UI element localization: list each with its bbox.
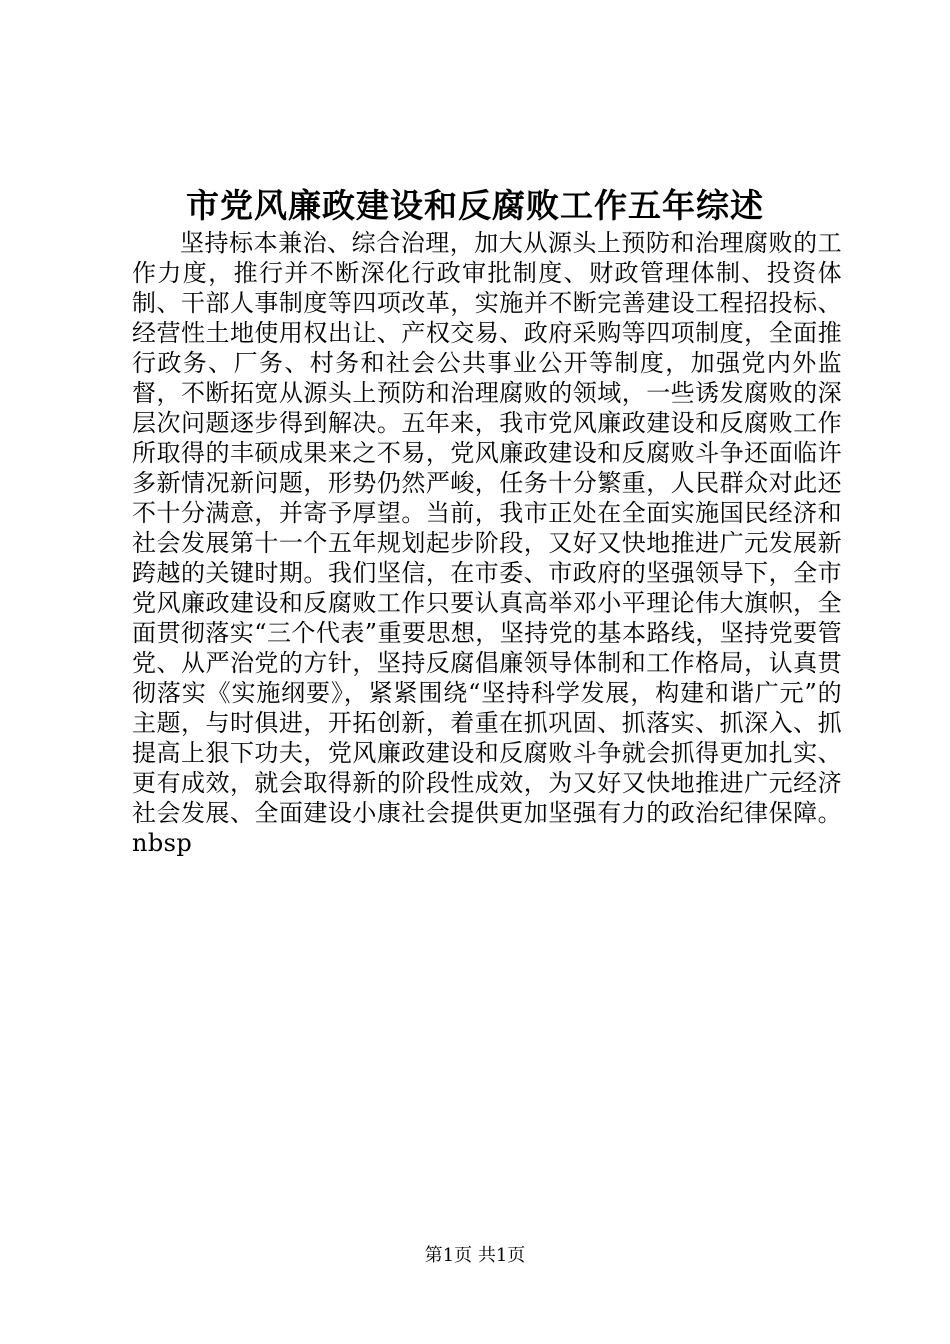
page-footer: 第1页 共1页 [424, 1245, 526, 1266]
document-title: 市党风廉政建设和反腐败工作五年综述 [186, 186, 764, 225]
document-body-paragraph: 坚持标本兼治、综合治理，加大从源头上预防和治理腐败的工作力度，推行并不断深化行政审批制度、财政管理体制、投资体制、干部人事制度等四项改革，实施并不断完善建设工程招投标、经营性土地使用权出让、产权交易、政府采购等四项制度，全面推行政务、厂务、村务和社会公共事业公开等制度，加强党内外监督，不断拓宽从源头上预防和治理腐败的领域，一些诱发腐败的深层次问题逐步得到解决。五年来，我市党风廉政建设和反腐败工作所取得的丰硕成果来之不易，党风廉政建设和反腐败斗争还面临许多新情况新问题，形势仍然严峻，任务十分繁重，人民群众对此还不十分满意，并寄予厚望。当前，我市正处在全面实施国民经济和社会发展第十一个五年规划起步阶段，又好又快地推进广元发展新跨越的关键时期。我们坚信，在市委、市政府的坚强领导下，全市党风廉政建设和反腐败工作只要认真高举邓小平理论伟大旗帜，全面贯彻落实“三个代表”重要思想，坚持党的基本路线，坚持党要管党、从严治党的方针，坚持反腐倡廉领导体制和工作格局，认真贯彻落实《实施纲要》，紧紧围绕“坚持科学发展，构建和谐广元”的主题，与时俱进，开拓创新，着重在抓巩固、抓落实、抓深入、抓提高上狠下功夫，党风廉政建设和反腐败斗争就会抓得更加扎实、更有成效，就会取得新的阶段性成效，为又好又快地推进广元经济社会发展、全面建设小康社会提供更加坚强有力的政治纪律保障。nbsp [132, 229, 842, 857]
